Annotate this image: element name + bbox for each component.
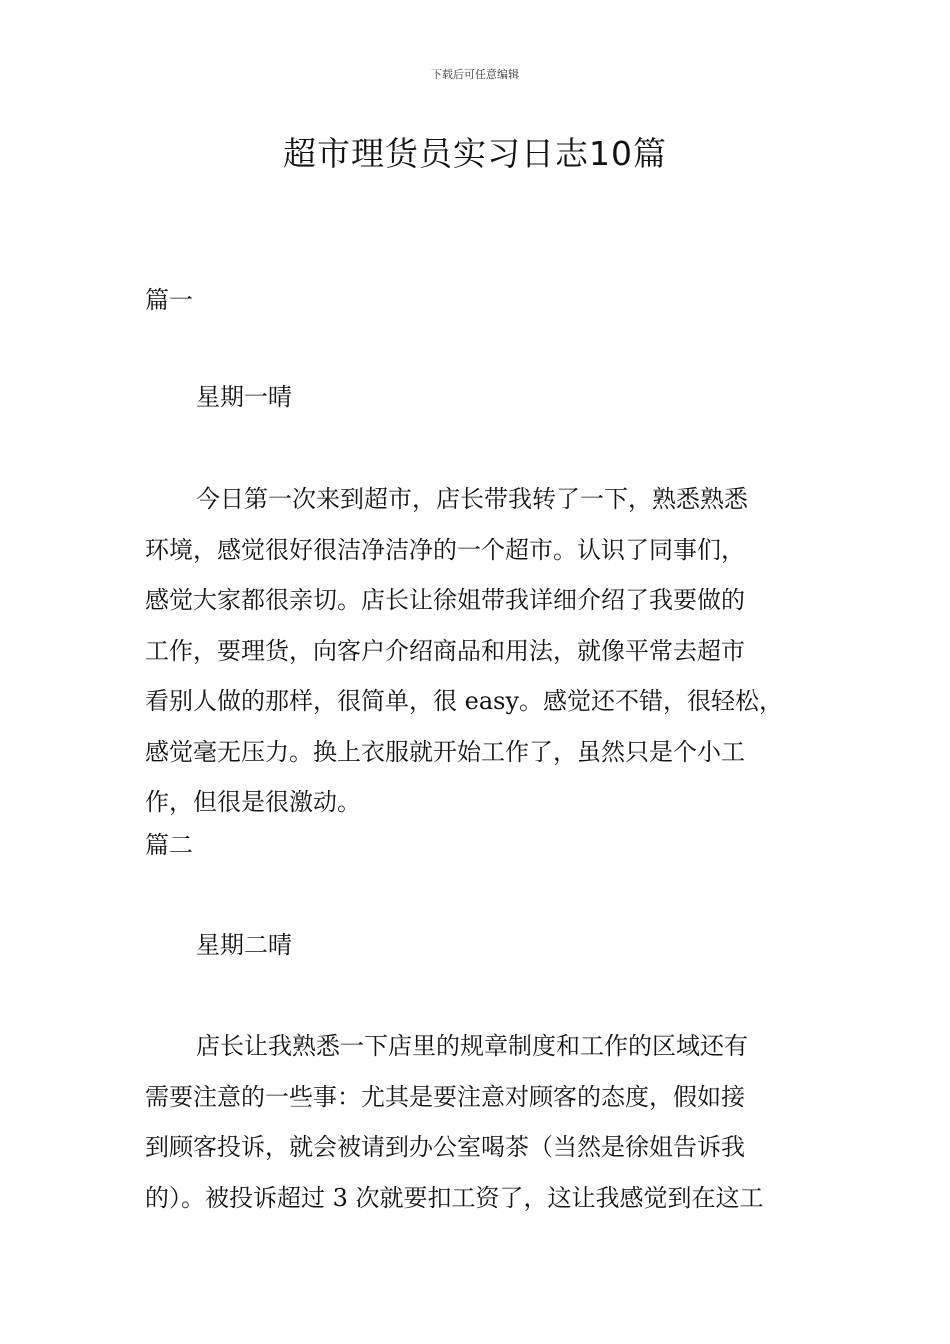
date-line-2: 星期二晴	[196, 931, 292, 959]
paragraph-line: 感觉大家都很亲切。店长让徐姐带我详细介绍了我要做的	[145, 586, 745, 614]
paragraph-line: 到顾客投诉，就会被请到办公室喝茶（当然是徐姐告诉我	[145, 1133, 745, 1161]
paragraph-1	[145, 474, 825, 828]
paragraph-2	[145, 1021, 825, 1223]
paragraph-line: 工作，要理货，向客户介绍商品和用法，就像平常去超市	[145, 636, 745, 665]
paragraph-line: 需要注意的一些事：尤其是要注意对顾客的态度，假如接	[145, 1082, 745, 1111]
date-line-1: 星期一晴	[196, 383, 292, 411]
paragraph-line: 今日第一次来到超市，店长带我转了一下，熟悉熟悉	[196, 485, 748, 513]
paragraph-line: 看别人做的那样，很简单，很 easy。感觉还不错，很轻松，	[145, 687, 784, 715]
paragraph-line: 的）。被投诉超过 3 次就要扣工资了，这让我感觉到在这工	[145, 1183, 764, 1212]
section-heading-2: 篇二	[145, 831, 193, 859]
document-title: 超市理货员实习日志10篇	[283, 134, 667, 173]
header-note: 下载后可任意编辑	[431, 68, 519, 81]
paragraph-line: 店长让我熟悉一下店里的规章制度和工作的区域还有	[196, 1032, 748, 1060]
paragraph-line: 作，但很是很激动。	[145, 788, 361, 816]
section-heading-1: 篇一	[145, 286, 193, 314]
paragraph-line: 感觉毫无压力。换上衣服就开始工作了，虽然只是个小工	[145, 737, 745, 766]
paragraph-line: 环境，感觉很好很洁净洁净的一个超市。认识了同事们，	[145, 535, 745, 564]
